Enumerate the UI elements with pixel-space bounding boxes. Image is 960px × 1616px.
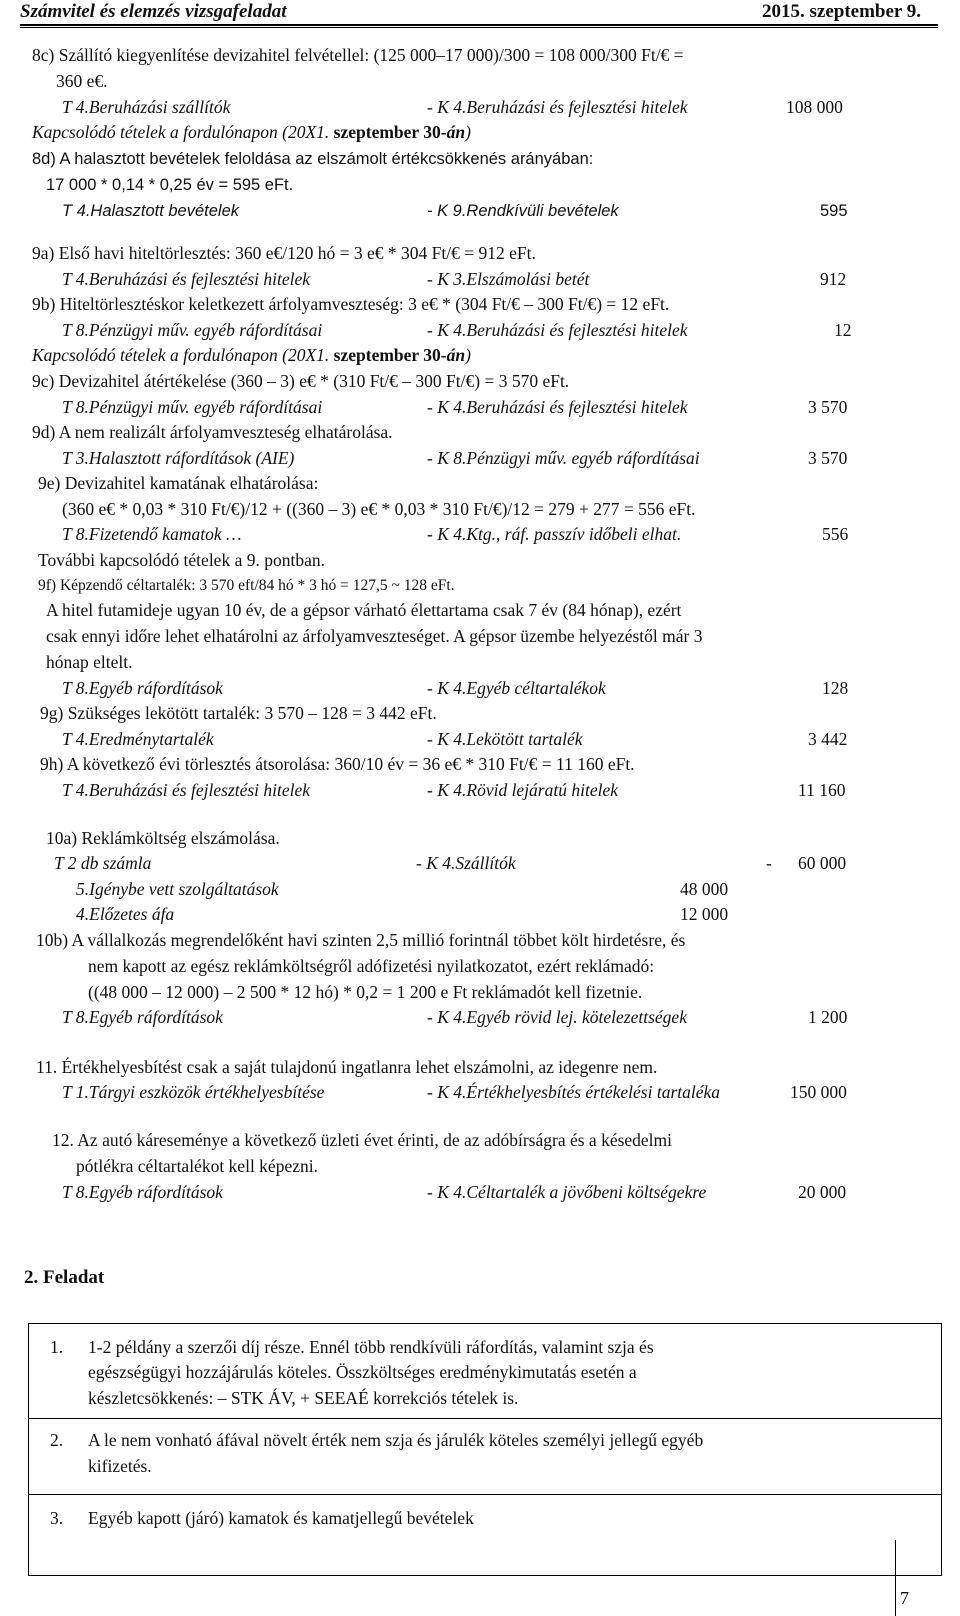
entry-10a-dash: - <box>766 853 772 873</box>
table-divider-2 <box>28 1494 942 1495</box>
header-rule <box>20 24 938 26</box>
entry-9e-amount: 556 <box>822 524 849 544</box>
line-9e-2: (360 e€ * 0,03 * 310 Ft/€)/12 + ((360 – 3) e€ * 0,03 * 310 Ft/€)/12 = 279 + 277 = 556 eFt. <box>62 499 696 519</box>
entry-8d-debit: T 4.Halasztott bevételek <box>62 202 240 220</box>
entry-9e-debit: T 8.Fizetendő kamatok … <box>62 524 242 544</box>
entry-9c-credit: - K 4.Beruházási és fejlesztési hitelek <box>427 397 688 417</box>
entry-10a-debit: T 2 db számla <box>54 853 152 873</box>
entry-12-credit: - K 4.Céltartalék a jövőbeni költségekre <box>427 1182 707 1202</box>
entry-10a-sub1-amount: 48 000 <box>680 879 729 899</box>
line-9e-1: 9e) Devizahitel kamatának elhatárolása: <box>38 473 319 493</box>
line-8c-1: 8c) Szállító kiegyenlítése devizahitel felvétellel: (125 000–17 000)/300 = 108 000/300 Ft/€ = <box>32 45 684 65</box>
entry-9b-credit: - K 4.Beruházási és fejlesztési hitelek <box>427 320 688 340</box>
entry-10b-amount: 1 200 <box>808 1007 848 1027</box>
item-3-line-1: Egyéb kapott (járó) kamatok és kamatjellegű bevételek <box>88 1508 474 1528</box>
entry-9g-debit: T 4.Eredménytartalék <box>62 729 214 749</box>
line-10a: 10a) Reklámköltség elszámolása. <box>46 828 280 848</box>
entry-9d-credit: - K 8.Pénzügyi műv. egyéb ráfordításai <box>427 448 700 468</box>
entry-9b-debit: T 8.Pénzügyi műv. egyéb ráfordításai <box>62 320 323 340</box>
line-12-2: pótlékra céltartalékot kell képezni. <box>76 1156 318 1176</box>
item-1-number: 1. <box>50 1337 64 1357</box>
entry-9a-debit: T 4.Beruházási és fejlesztési hitelek <box>62 269 311 289</box>
line-8d-2: 17 000 * 0,14 * 0,25 év = 595 eFt. <box>46 176 294 194</box>
entry-9d-amount: 3 570 <box>808 448 848 468</box>
entry-10a-sub1: 5.Igénybe vett szolgáltatások <box>76 879 279 899</box>
item-2-line-2: kifizetés. <box>88 1456 152 1476</box>
entry-11-debit: T 1.Tárgyi eszközök értékhelyesbítése <box>62 1082 325 1102</box>
entry-9h-debit: T 4.Beruházási és fejlesztési hitelek <box>62 780 311 800</box>
line-9e-more: További kapcsolódó tételek a 9. pontban. <box>38 550 325 570</box>
entry-9a-credit: - K 3.Elszámolási betét <box>427 269 590 289</box>
entry-9h-credit: - K 4.Rövid lejáratú hitelek <box>427 780 618 800</box>
entry-11-credit: - K 4.Értékhelyesbítés értékelési tartaléka <box>427 1082 721 1102</box>
item-1-line-1: 1-2 példány a szerzői díj része. Ennél több rendkívüli ráfordítás, valamint szja és <box>88 1337 654 1357</box>
item-2-line-1: A le nem vonható áfával növelt érték nem szja és járulék köteles személyi jellegű egyéb <box>88 1430 704 1450</box>
entry-10b-credit: - K 4.Egyéb rövid lej. kötelezettségek <box>427 1007 687 1027</box>
line-9c: 9c) Devizahitel átértékelése (360 – 3) e€ * (310 Ft/€ – 300 Ft/€) = 3 570 eFt. <box>32 371 570 391</box>
line-10b-2: nem kapott az egész reklámköltségről adófizetési nyilatkozatot, ezért reklámadó: <box>88 956 655 976</box>
entry-9d-debit: T 3.Halasztott ráfordítások (AIE) <box>62 448 295 468</box>
line-9a: 9a) Első havi hiteltörlesztés: 360 e€/120 hó = 3 e€ * 304 Ft/€ = 912 eFt. <box>32 243 536 263</box>
line-9f-para-2: csak ennyi időre lehet elhatárolni az árfolyamveszteséget. A gépsor üzembe helyezéstől már 3 <box>46 626 703 646</box>
entry-9c-amount: 3 570 <box>808 397 848 417</box>
header-rule-thin <box>20 27 938 28</box>
line-9b: 9b) Hiteltörlesztéskor keletkezett árfolyamveszteség: 3 e€ * (304 Ft/€ – 300 Ft/€) = 12 eFt. <box>32 294 670 314</box>
line-8d-1: 8d) A halasztott bevételek feloldása az elszámolt értékcsökkenés arányában: <box>32 150 594 168</box>
item-1-line-2: egészségügyi hozzájárulás köteles. Összköltséges eredménykimutatás esetén a <box>88 1362 637 1382</box>
entry-8d-amount: 595 <box>820 202 848 220</box>
entry-12-amount: 20 000 <box>798 1182 847 1202</box>
item-3-number: 3. <box>50 1508 64 1528</box>
line-9g: 9g) Szükséges lekötött tartalék: 3 570 – 128 = 3 442 eFt. <box>40 703 437 723</box>
line-8c-2: 360 e€. <box>56 71 108 91</box>
entry-9h-amount: 11 160 <box>798 780 846 800</box>
entry-9e-credit: - K 4.Ktg., ráf. passzív időbeli elhat. <box>427 524 682 544</box>
table-divider-1 <box>28 1418 942 1419</box>
entry-11-amount: 150 000 <box>790 1082 847 1102</box>
entry-8c-credit: - K 4.Beruházási és fejlesztési hitelek <box>427 97 688 117</box>
page-number-rule <box>895 1540 896 1616</box>
line-12-1: 12. Az autó káreseménye a következő üzleti évet érinti, de az adóbírságra és a késedelmi <box>52 1130 673 1150</box>
related-9b: Kapcsolódó tételek a fordulónapon (20X1. szeptember 30-án) <box>32 345 471 365</box>
header-date: 2015. szeptember 9. <box>762 1 922 22</box>
entry-9g-credit: - K 4.Lekötött tartalék <box>427 729 583 749</box>
entry-9f-amount: 128 <box>822 678 849 698</box>
line-9d: 9d) A nem realizált árfolyamveszteség elhatárolása. <box>32 422 393 442</box>
entry-10a-sub2-amount: 12 000 <box>680 904 729 924</box>
entry-9c-debit: T 8.Pénzügyi műv. egyéb ráfordításai <box>62 397 323 417</box>
line-10b-1: 10b) A vállalkozás megrendelőként havi szinten 2,5 millió forintnál többet költ hirdetésre, és <box>36 930 686 950</box>
line-9h: 9h) A következő évi törlesztés átsorolása: 360/10 év = 36 e€ * 310 Ft/€ = 11 160 eFt. <box>40 754 635 774</box>
page-number: 7 <box>900 1588 909 1608</box>
entry-8c-amount: 108 000 <box>786 97 843 117</box>
item-2-number: 2. <box>50 1430 64 1450</box>
entry-10a-credit: - K 4.Szállítók <box>416 853 516 873</box>
line-9f-para-3: hónap eltelt. <box>46 652 133 672</box>
section-2-title: 2. Feladat <box>24 1267 105 1288</box>
line-9f-para-1: A hitel futamideje ugyan 10 év, de a gépsor várható élettartama csak 7 év (84 hónap), ezért <box>46 600 682 620</box>
header-title: Számvitel és elemzés vizsgafeladat <box>20 1 287 22</box>
entry-10b-debit: T 8.Egyéb ráfordítások <box>62 1007 223 1027</box>
entry-9f-debit: T 8.Egyéb ráfordítások <box>62 678 223 698</box>
entry-9a-amount: 912 <box>820 269 847 289</box>
line-9f: 9f) Képzendő céltartalék: 3 570 eft/84 hó * 3 hó = 127,5 ~ 128 eFt. <box>38 577 455 594</box>
entry-9b-amount: 12 <box>834 320 852 340</box>
entry-10a-amount: 60 000 <box>798 853 847 873</box>
entry-12-debit: T 8.Egyéb ráfordítások <box>62 1182 223 1202</box>
entry-9g-amount: 3 442 <box>808 729 848 749</box>
entry-9f-credit: - K 4.Egyéb céltartalékok <box>427 678 606 698</box>
entry-8c-debit: T 4.Beruházási szállítók <box>62 97 231 117</box>
line-10b-3: ((48 000 – 12 000) – 2 500 * 12 hó) * 0,2 = 1 200 e Ft reklámadót kell fizetnie. <box>88 982 643 1002</box>
line-11: 11. Értékhelyesbítést csak a saját tulajdonú ingatlanra lehet elszámolni, az idegenre nem. <box>36 1057 658 1077</box>
item-1-line-3: készletcsökkenés: – STK ÁV, + SEEAÉ korrekciós tételek is. <box>88 1388 519 1408</box>
entry-10a-sub2: 4.Előzetes áfa <box>76 904 175 924</box>
entry-8d-credit: - K 9.Rendkívüli bevételek <box>427 202 619 220</box>
related-8c: Kapcsolódó tételek a fordulónapon (20X1. szeptember 30-án) <box>32 122 471 142</box>
